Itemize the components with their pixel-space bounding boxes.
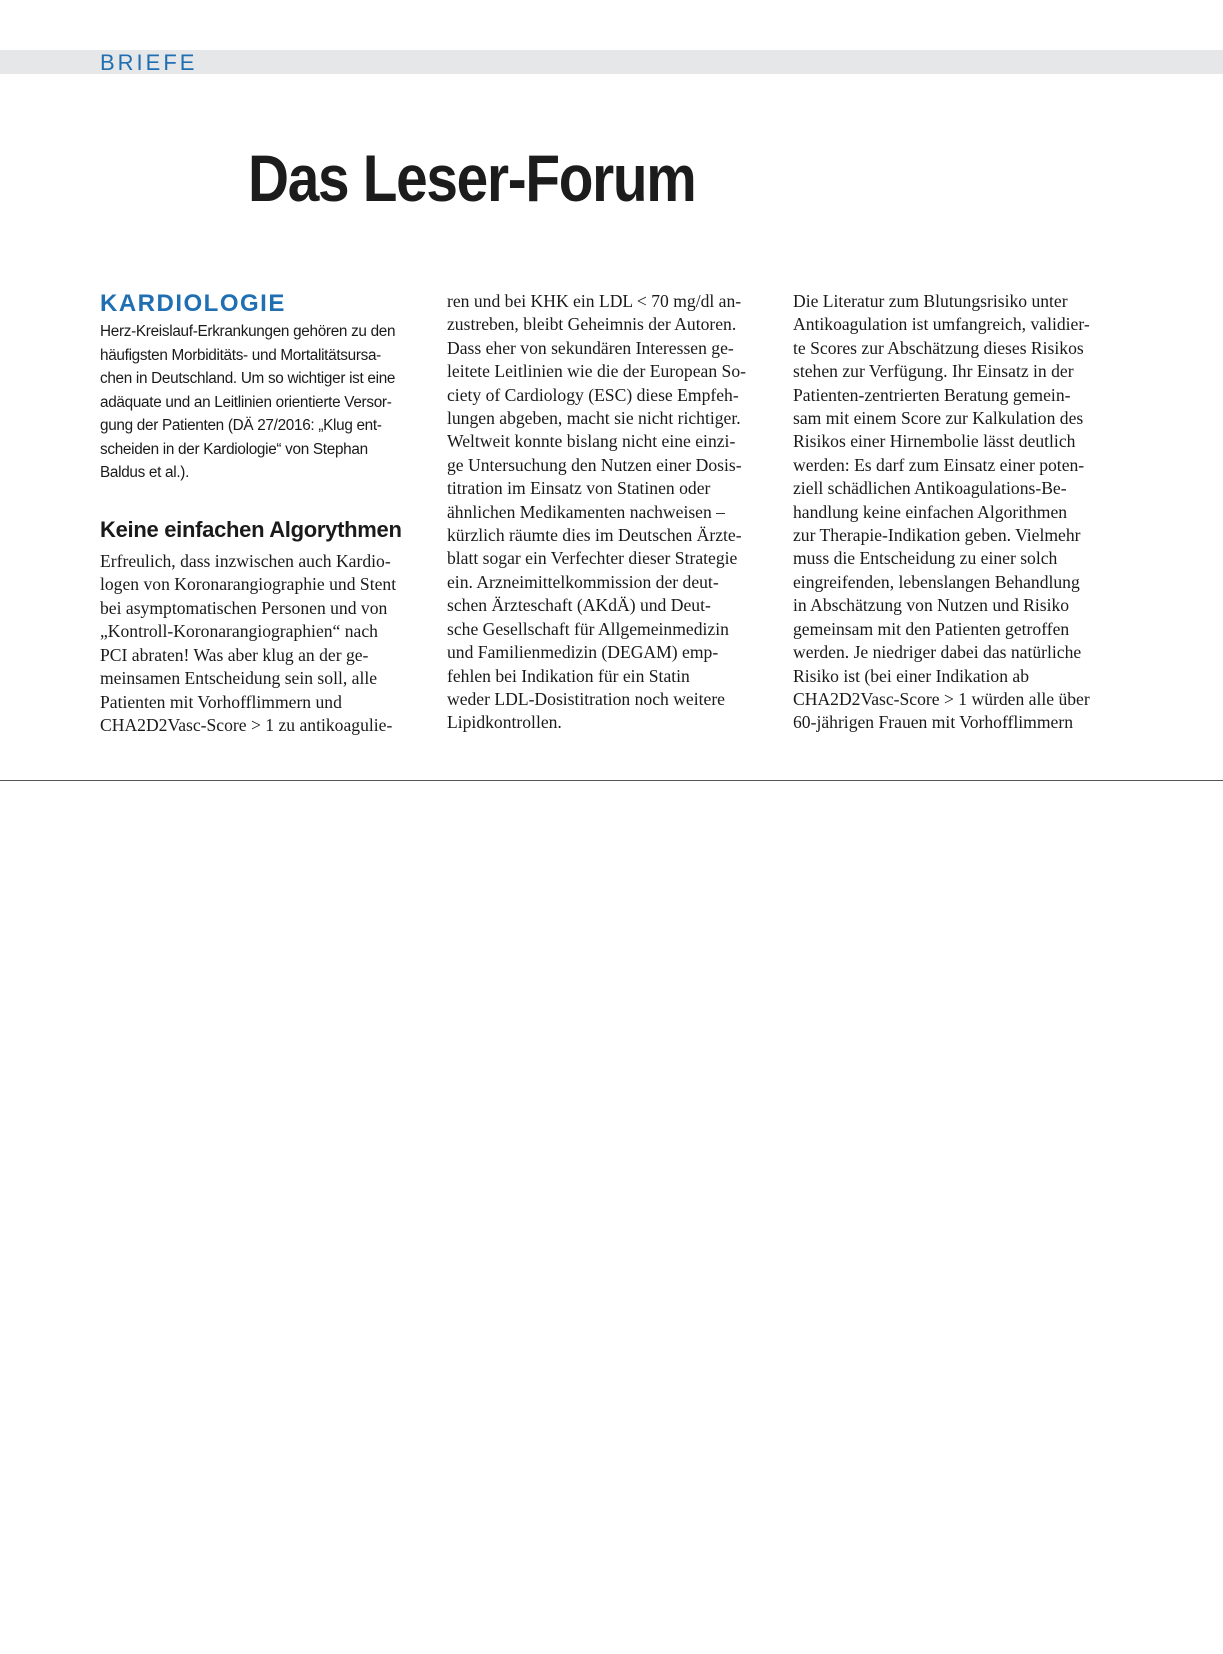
body-line: sche Gesellschaft für Allgemeinmedizin xyxy=(447,618,729,639)
intro-line: adäquate und an Leitlinien orientierte Versor- xyxy=(100,393,392,411)
body-line: sam mit einem Score zur Kalkulation des xyxy=(793,408,1084,429)
article-intro xyxy=(100,320,430,485)
rubric-heading: KARDIOLOGIE xyxy=(100,290,286,317)
body-line: logen von Koronarangiographie und Stent xyxy=(100,574,397,594)
body-line: zur Therapie-Indikation geben. Vielmehr xyxy=(793,525,1081,546)
section-bar xyxy=(0,50,1223,74)
section-label: BRIEFE xyxy=(100,50,198,75)
body-line: „Kontroll-Koronarangiographien“ nach xyxy=(100,621,378,641)
body-line: Risikos einer Hirnembolie lässt deutlich xyxy=(793,431,1076,452)
body-line: bei asymptomatischen Personen und von xyxy=(100,597,388,618)
body-line: eingreifenden, lebenslangen Behandlung xyxy=(793,571,1080,592)
body-line: Weltweit konnte bislang nicht eine einzi- xyxy=(447,431,736,452)
body-line: handlung keine einfachen Algorithmen xyxy=(793,501,1068,522)
body-line: CHA2D2Vasc-Score > 1 würden alle über xyxy=(793,688,1090,709)
body-line: Antikoagulation ist umfangreich, validier- xyxy=(793,314,1090,335)
body-line: Risiko ist (bei einer Indikation ab xyxy=(793,665,1030,686)
letter-body-part-2 xyxy=(447,290,777,735)
body-line: Dass eher von sekundären Interessen ge- xyxy=(447,337,734,358)
body-line: ge Untersuchung den Nutzen einer Dosis- xyxy=(447,454,742,475)
body-line: ein. Arzneimittelkommission der deut- xyxy=(447,571,719,592)
body-line: werden. Je niedriger dabei das natürliche xyxy=(793,642,1082,663)
intro-line: scheiden in der Kardiologie“ von Stephan xyxy=(100,440,368,458)
body-line: zustreben, bleibt Geheimnis der Autoren. xyxy=(447,314,737,335)
body-line: schen Ärzteschaft (AKdÄ) und Deut- xyxy=(447,595,711,616)
body-line: ciety of Cardiology (ESC) diese Empfeh- xyxy=(447,384,739,405)
body-line: Die Literatur zum Blutungsrisiko unter xyxy=(793,291,1068,311)
body-line: weder LDL-Dosistitration noch weitere xyxy=(447,688,725,709)
body-line: lungen abgeben, macht sie nicht richtiger. xyxy=(447,408,741,429)
horizontal-divider xyxy=(0,780,1223,781)
letter-body-part-1 xyxy=(100,550,430,738)
intro-line: Baldus et al.). xyxy=(100,464,190,481)
body-line: ren und bei KHK ein LDL < 70 mg/dl an- xyxy=(447,291,742,311)
intro-line: Herz-Kreislauf-Erkrankungen gehören zu den xyxy=(100,323,396,340)
body-line: titration im Einsatz von Statinen oder xyxy=(447,478,711,499)
body-line: kürzlich räumte dies im Deutschen Ärzte- xyxy=(447,525,742,546)
body-line: Erfreulich, dass inzwischen auch Kardio- xyxy=(100,550,391,571)
body-line: in Abschätzung von Nutzen und Risiko xyxy=(793,595,1070,616)
intro-line: gung der Patienten (DÄ 27/2016: „Klug ent- xyxy=(100,417,382,434)
letter-title: Keine einfachen Algorythmen xyxy=(100,516,402,542)
page-title: Das Leser-Forum xyxy=(248,141,696,215)
body-line: meinsamen Entscheidung sein soll, alle xyxy=(100,668,378,688)
body-line: ziell schädlichen Antikoagulations-Be- xyxy=(793,478,1067,499)
body-line: werden: Es darf zum Einsatz einer poten- xyxy=(793,454,1085,475)
body-line: te Scores zur Abschätzung dieses Risikos xyxy=(793,337,1084,358)
column-2 xyxy=(447,290,777,735)
body-line: leitete Leitlinien wie die der European So- xyxy=(447,361,746,382)
body-line: stehen zur Verfügung. Ihr Einsatz in der xyxy=(793,361,1074,382)
body-line: Patienten-zentrierten Beratung gemein- xyxy=(793,384,1071,405)
body-line: muss die Entscheidung zu einer solch xyxy=(793,548,1058,569)
body-line: fehlen bei Indikation für ein Statin xyxy=(447,665,690,686)
body-line: blatt sogar ein Verfechter dieser Strategie xyxy=(447,548,738,569)
body-line: und Familienmedizin (DEGAM) emp- xyxy=(447,642,719,663)
body-line: 60-jährigen Frauen mit Vorhofflimmern xyxy=(793,712,1073,733)
body-line: CHA2D2Vasc-Score > 1 zu antikoagulie- xyxy=(100,715,393,735)
body-line: Lipidkontrollen. xyxy=(447,712,562,733)
column-1 xyxy=(100,290,430,738)
body-line: Patienten mit Vorhofflimmern und xyxy=(100,691,342,712)
body-line: ähnlichen Medikamenten nachweisen – xyxy=(447,501,725,522)
column-3 xyxy=(793,290,1123,735)
body-line: PCI abraten! Was aber klug an der ge- xyxy=(100,644,369,665)
body-line: gemeinsam mit den Patienten getroffen xyxy=(793,618,1070,639)
intro-line: häufigsten Morbiditäts- und Mortalitätsursa- xyxy=(100,346,381,364)
intro-line: chen in Deutschland. Um so wichtiger ist eine xyxy=(100,370,396,387)
letter-body-part-3 xyxy=(793,290,1123,735)
